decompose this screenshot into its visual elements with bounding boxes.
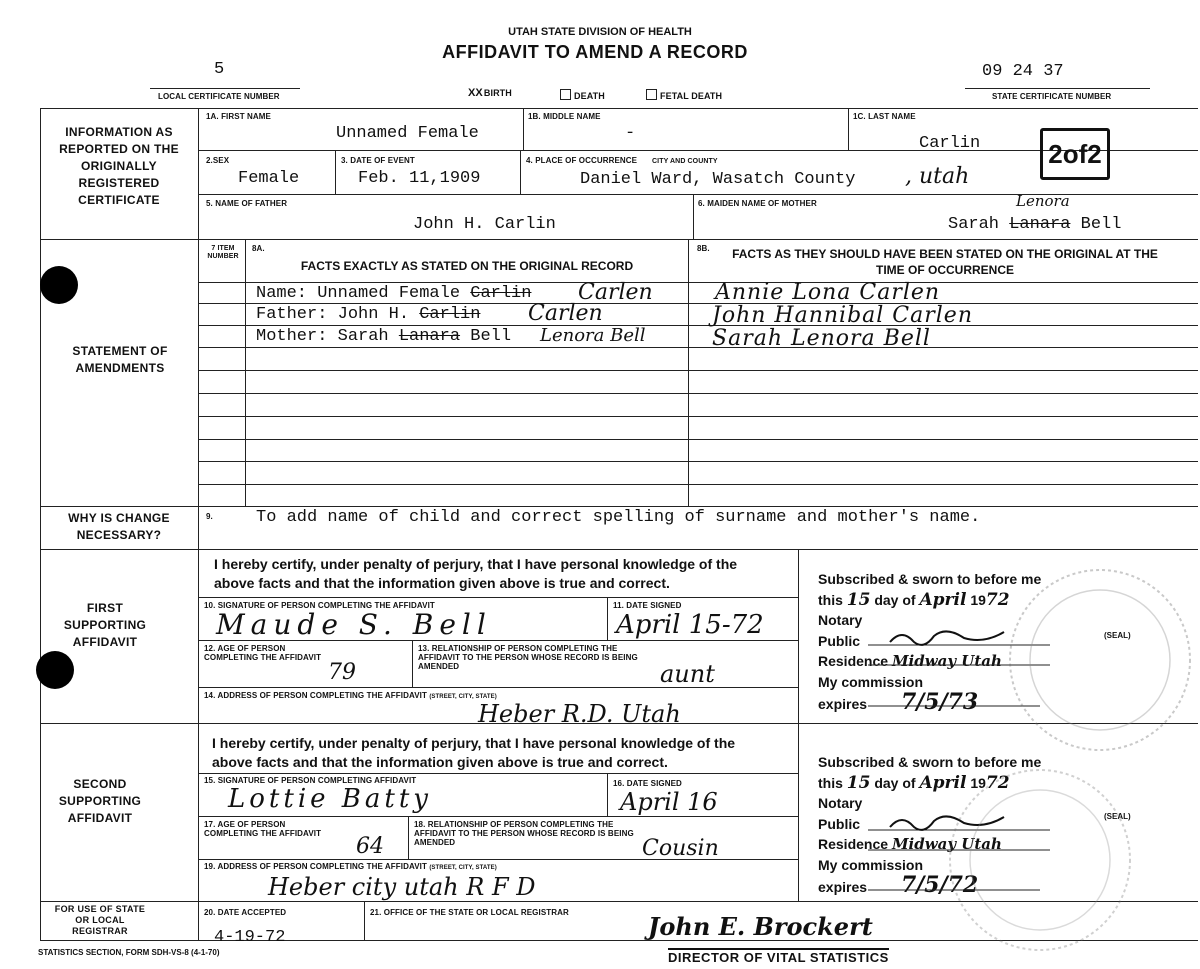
mother-name-value: Sarah Lanara Bell [948, 215, 1122, 234]
last-name-value: Carlin [919, 134, 981, 153]
last-name-label: 1C. LAST NAME [853, 112, 916, 121]
second-signature: Lottie Batty [228, 784, 432, 814]
amend-row-corrected: John Hannibal Carlen [712, 303, 973, 328]
amend-row-original: Name: Unnamed Female Carlin [256, 284, 532, 303]
agency-name: UTAH STATE DIVISION OF HEALTH [508, 26, 692, 38]
form-footer: STATISTICS SECTION, FORM SDH-VS-8 (4-1-70) [38, 948, 220, 957]
form-title: AFFIDAVIT TO AMEND A RECORD [442, 42, 748, 62]
date-accepted-value: 4-19-72 [214, 928, 286, 947]
notary-seal-stamp [1000, 560, 1200, 760]
place-value: Daniel Ward, Wasatch County [580, 170, 856, 189]
fetal-death-checkbox[interactable] [646, 89, 657, 100]
record-type-death[interactable]: DEATH [560, 89, 605, 101]
reason-number: 9. [206, 512, 213, 521]
first-date-signed: April 15-72 [616, 610, 764, 640]
punch-hole [36, 651, 74, 689]
state-cert-label: STATE CERTIFICATE NUMBER [992, 92, 1112, 101]
second-address-label: 19. ADDRESS OF PERSON COMPLETING THE AFFIDAVIT (STREET, CITY, STATE) [204, 862, 497, 871]
col-a-number: 8A. [252, 244, 265, 253]
place-label: 4. PLACE OF OCCURRENCE [526, 156, 638, 165]
col-b-title: FACTS AS THEY SHOULD HAVE BEEN STATED ON THE ORIGINAL AT THE TIME OF OCCURRENCE [732, 247, 1158, 277]
amend-row-original: Mother: Sarah Lanara Bell [256, 327, 512, 346]
date-accepted-label: 20. DATE ACCEPTED [204, 908, 287, 917]
death-checkbox[interactable] [560, 89, 571, 100]
second-relationship: Cousin [642, 836, 719, 861]
registrar-section-label: FOR USE OF STATE OR LOCAL REGISTRAR [54, 904, 146, 936]
second-address: Heber city utah R F D [268, 873, 536, 901]
registrar-title: DIRECTOR OF VITAL STATISTICS [668, 950, 889, 965]
first-address-label: 14. ADDRESS OF PERSON COMPLETING THE AFFIDAVIT (STREET, CITY, STATE) [204, 691, 497, 700]
second-seal-label: (SEAL) [1104, 812, 1131, 821]
second-age: 64 [356, 834, 384, 859]
first-age: 79 [328, 660, 356, 685]
amend-row-corrected: Sarah Lenora Bell [712, 326, 931, 351]
middle-name-value: - [625, 124, 636, 143]
reason-section-label: WHY IS CHANGE NECESSARY? [68, 511, 170, 542]
state-cert-number: 09 24 37 [982, 62, 1064, 81]
first-date-label: 11. DATE SIGNED [613, 601, 682, 610]
amend-row-original: Father: John H. Carlin [256, 305, 481, 324]
middle-name-label: 1B. MIDDLE NAME [528, 112, 601, 121]
sex-label: 2.SEX [206, 156, 230, 165]
second-date-signed: April 16 [620, 788, 718, 816]
first-name-label: 1A. FIRST NAME [206, 112, 271, 121]
punch-hole [40, 266, 78, 304]
second-notary-block: Subscribed & sworn to before me this 15 day of April 1972 Notary Public Residence Midway Utah My commission expires 7/5/72 [818, 754, 1042, 898]
mother-name-struck: Lanara [1009, 215, 1071, 234]
second-relationship-label: 18. RELATIONSHIP OF PERSON COMPLETING THE AFFIDAVIT TO THE PERSON WHOSE RECORD IS BEING AMENDED [414, 820, 634, 847]
second-affidavit-section-label: SECOND SUPPORTING AFFIDAVIT [58, 777, 142, 825]
second-certify-text: I hereby certify, under penalty of perjury, that I have personal knowledge of the above facts and that the information given above is true and correct. [212, 735, 736, 770]
second-date-label: 16. DATE SIGNED [613, 779, 682, 788]
local-cert-number: 5 [214, 60, 225, 79]
mother-name-handwritten-correction: Lenora [1016, 192, 1070, 210]
father-name-label: 5. NAME OF FATHER [206, 199, 288, 208]
col-b-number: 8B. [697, 244, 710, 253]
amend-row-handwritten: Lenora Bell [540, 325, 646, 346]
first-certify-text: I hereby certify, under penalty of perjury, that I have personal knowledge of the above facts and that the information given above is true and correct. [214, 556, 738, 591]
amend-row-handwritten: Carlen [528, 301, 603, 326]
first-relationship: aunt [660, 660, 715, 688]
page-stamp: 2of2 [1040, 128, 1110, 180]
registrar-office-label: 21. OFFICE OF THE STATE OR LOCAL REGISTRAR [370, 908, 569, 917]
first-affidavit-section-label: FIRST SUPPORTING AFFIDAVIT [63, 601, 147, 649]
amend-row-handwritten: Carlen [578, 280, 653, 305]
first-relationship-label: 13. RELATIONSHIP OF PERSON COMPLETING THE AFFIDAVIT TO THE PERSON WHOSE RECORD IS BEING AMENDED [418, 644, 638, 671]
first-address: Heber R.D. Utah [478, 700, 681, 728]
date-of-event-value: Feb. 11,1909 [358, 169, 481, 188]
first-name-value: Unnamed Female [336, 124, 479, 143]
amendments-section-label: STATEMENT OF AMENDMENTS [72, 344, 168, 375]
reason-text: To add name of child and correct spelling of surname and mother's name. [256, 508, 981, 527]
place-sublabel: CITY AND COUNTY [652, 158, 718, 165]
second-age-label: 17. AGE OF PERSON COMPLETING THE AFFIDAVIT [204, 820, 322, 838]
amend-row-corrected: Annie Lona Carlen [715, 280, 941, 305]
record-type-birth[interactable]: XXBIRTH [468, 87, 512, 99]
record-type-fetal-death[interactable]: FETAL DEATH [646, 89, 722, 101]
birth-check-mark: XX [468, 87, 483, 99]
first-age-label: 12. AGE OF PERSON COMPLETING THE AFFIDAVIT [204, 644, 322, 662]
second-signature-label: 15. SIGNATURE OF PERSON COMPLETING AFFIDAVIT [204, 776, 417, 785]
local-cert-label: LOCAL CERTIFICATE NUMBER [158, 92, 280, 101]
first-notary-block: Subscribed & sworn to before me this 15 day of April 1972 Notary Public Residence Midway Utah My commission expires 7/5/73 [818, 571, 1042, 715]
original-info-section-label: INFORMATION AS REPORTED ON THE ORIGINALLY REGISTERED CERTIFICATE [59, 125, 179, 207]
father-name-value: John H. Carlin [413, 215, 556, 234]
first-signature-label: 10. SIGNATURE OF PERSON COMPLETING THE AFFIDAVIT [204, 601, 435, 610]
registrar-signature: John E. Brockert [648, 912, 873, 941]
notary-seal-stamp [940, 760, 1140, 960]
item-number-label: 7 ITEM NUMBER [207, 245, 239, 260]
first-signature: Maude S. Bell [216, 608, 492, 641]
date-of-event-label: 3. DATE OF EVENT [341, 156, 415, 165]
place-handwritten-state: , utah [905, 164, 970, 189]
first-seal-label: (SEAL) [1104, 631, 1131, 640]
sex-value: Female [238, 169, 300, 188]
col-a-title: FACTS EXACTLY AS STATED ON THE ORIGINAL RECORD [300, 259, 634, 273]
mother-name-label: 6. MAIDEN NAME OF MOTHER [698, 199, 817, 208]
